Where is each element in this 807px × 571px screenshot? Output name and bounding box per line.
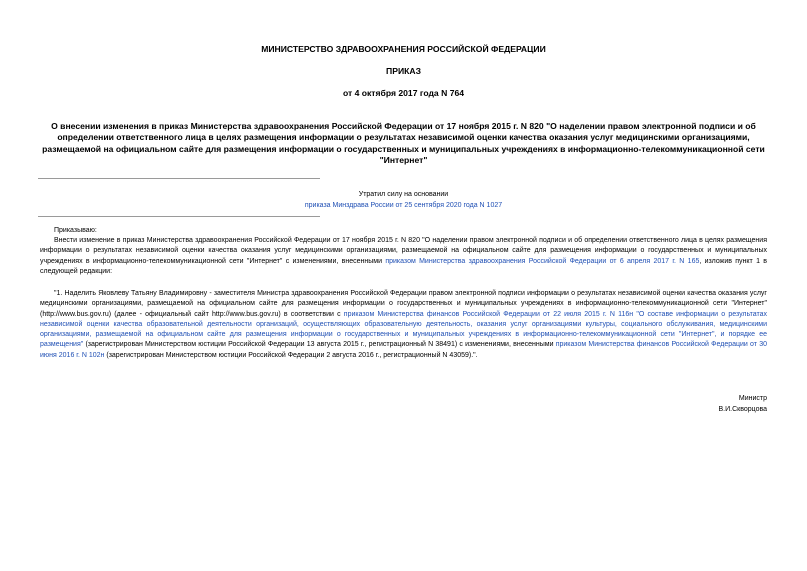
- lost-force-link[interactable]: приказа Минздрава России от 25 сентября 2020 года N 1027: [304, 202, 503, 209]
- divider-bottom: [38, 216, 320, 217]
- paragraph-amendment-tail: , изложив пункт 1 в следующей редакции:: [40, 257, 768, 275]
- paragraph-point-1-tail: (зарегистрирован Министерством юстиции Российской Федерации 2 августа 2016 г., регистрационный N 43059).".: [104, 351, 478, 359]
- order-heading: Приказываю:: [54, 227, 97, 234]
- lost-force-note-line: [60, 201, 747, 211]
- signature-name: В.И.Скворцова: [718, 406, 767, 413]
- lost-force-note: Утратил силу на основании: [358, 191, 449, 198]
- order-165-link[interactable]: приказом Министерства здравоохранения Российской Федерации от 6 апреля 2017 г. N 165: [385, 257, 700, 265]
- order-102n-link[interactable]: приказом Министерства финансов Российской Федерации от 30 июня 2016 г. N 102н: [40, 341, 767, 359]
- paragraph-amendment: [40, 236, 767, 277]
- order-116n-link[interactable]: приказом Министерства финансов Российской Федерации от 22 июля 2015 г. N 116н "О составе информации о результатах независимой оценки качества образовательной деятельности организаций, осуществляющих образовательную деятельность, оказания услуг организациями культуры, социального обслуживания, медицинскими организациями, размещаемой на официальном сайте для размещения информации о государственных и муниципальных учреждениях в информационно-телекоммуникационной сети "Интернет", и порядке ее размещения": [40, 310, 767, 349]
- document-title: О внесении изменения в приказ Министерства здравоохранения Российской Федерации от 17 ноября 2015 г. N 820 "О наделении правом электронной подписи и об определении ответственного лица в целях размещения информации о результатах независимой оценки качества оказания услуг медицинскими организациями, размещаемой на официальном сайте для размещения информации о государственных и муниципальных учреждениях в информационно-телекоммуникационной сети "Интернет": [42, 121, 765, 166]
- paragraph-point-1-text: "1. Наделить Яковлеву Татьяну Владимировну - заместителя Министра здравоохранения Российской Федерации правом электронной подписи информации о результатах независимой оценки качества оказания услуг медицинскими организациями, размещаемой на официальном сайте для размещения информации о государственных и муниципальных учреждениях в информационно-телекоммуникационной сети "Интернет" (http://www.bus.gov.ru) (далее - официальный сайт http://www.bus.gov.ru) в соответствии с: [40, 290, 767, 318]
- paragraph-amendment-text: Внести изменение в приказ Министерства здравоохранения Российской Федерации от 17 ноября 2015 г. N 820 "О наделении правом электронной подписи и об определении ответственного лица в целях размещения информации о результатах независимой оценки качества оказания услуг медицинскими организациями, размещаемой на официальном сайте для размещения информации о государственных и муниципальных учреждениях в информационно-телекоммуникационной сети "Интернет" с изменениями, внесенными: [40, 237, 767, 265]
- paragraph-point-1-mid: (зарегистрирован Министерством юстиции Российской Федерации 13 августа 2015 г., регистрационный N 38491) с изменениями, внесенными: [83, 341, 556, 349]
- signature-position: Министр: [738, 395, 767, 402]
- ministry-name: МИНИСТЕРСТВО ЗДРАВООХРАНЕНИЯ РОССИЙСКОЙ ФЕДЕРАЦИИ: [261, 44, 546, 54]
- paragraph-point-1: [40, 289, 767, 361]
- divider-top: [38, 178, 320, 179]
- document-type: ПРИКАЗ: [386, 66, 421, 76]
- document-date-number: от 4 октября 2017 года N 764: [342, 88, 465, 98]
